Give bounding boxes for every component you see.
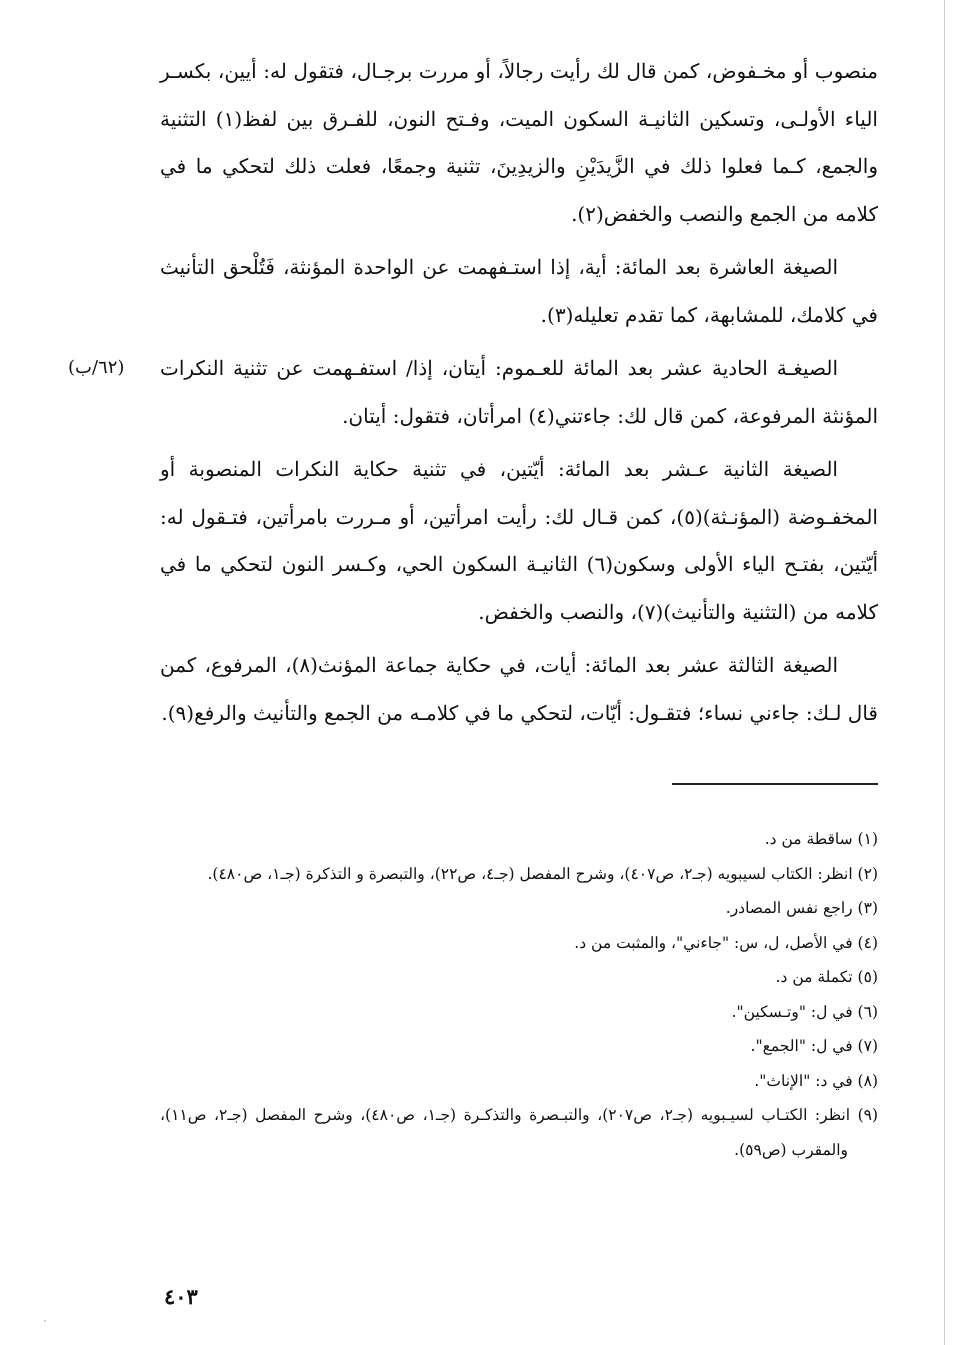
manuscript-folio-marker: (٦٢/ب) [68, 357, 125, 378]
footnote-2: (٢) انظر: الكتاب لسيبويه (جـ٢، ص٤٠٧)، وشرح المفصل (جـ٤، ص٢٢)، والتبصرة و التذكرة (جـ١، ص٤٨٠). [207, 864, 878, 883]
footnote-divider [672, 783, 878, 785]
paragraph-3: الصيغـة الحادية عشر بعد المائة للعـموم: أيتان، إذا/ استفـهمت عن تثنية النكرات المؤنثة المرفوعة، كمن قال لك: جاءتني(٤) امرأتان، فتقول: أيتان. [160, 356, 878, 428]
paragraph-2: الصيغة العاشرة بعد المائة: أية، إذا استـفهمت عن الواحدة المؤنثة، فَتُلْحق التأنيث في كلامك، للمشابهة، كما تقدم تعليله(٣). [160, 255, 878, 327]
paragraph-5: الصيغة الثالثة عشر بعد المائة: أيات، في حكاية جماعة المؤنث(٨)، المرفوع، كمن قال لـك: جاءني نساء؛ فتقـول: أيّات، لتحكي ما في كلامـه من الجمع والتأنيث والرفع(٩). [160, 653, 878, 725]
footnote-6: (٦) في ل: "وتـسكين". [731, 1002, 878, 1021]
footnote-1: (١) ساقطة من د. [764, 830, 878, 848]
footnote-9: (٩) انظر: الكتـاب لسيـبويه (جـ٢، ص٢٠٧)، والتبـصرة والتذكـرة (جـ١، ص٤٨٠)، وشرح المفصل (جـ٢، ص١١)، والمقرب (ص٥٩). [160, 1106, 879, 1159]
footnote-4: (٤) في الأصل، ل، س: "جاءني"، والمثبت من د. [574, 933, 878, 952]
main-text-body [160, 48, 878, 737]
paragraph-1: منصوب أو مخـفوض، كمن قال لك رأيت رجالاً، أو مررت برجـال، فتقول له: أيين، بكسـر الياء الأولـى، وتسكين الثانيـة السكون الميت، وفـتح النون، للفـرق بين لفظ(١) التثنية والجمع، كـما فعلوا ذلك في الزَّيدَيْنِ والزيدِينَ، تثنية وجمعًا، فعلت ذلك لتحكي ما في كلامه من الجمع والنصب والخفض(٢). [160, 59, 879, 226]
footnotes-section [160, 822, 878, 1167]
page-number: ٤٠٣ [164, 1284, 198, 1309]
footnote-3: (٣) راجع نفس المصادر. [725, 899, 878, 917]
paragraph-4: الصيغة الثانية عـشر بعد المائة: أيّتين، في تثنية حكاية النكرات المنصوبة أو المخفـوضة (المؤنـثة)(٥)، كمن قـال لك: رأيت امرأتين، أو مـررت بامرأتين، فتـقول له: أيّتين، بفتـح الياء الأولى وسكون(٦) الثانيـة السكون الحي، وكـسر النون لتحكي ما في كلامه من (التثنية والتأنيث)(٧)، والنصب والخفض. [160, 457, 878, 624]
scan-speck [44, 1320, 46, 1322]
scan-edge-line [944, 0, 945, 1345]
footnote-7: (٧) في ل: "الجمع". [750, 1037, 878, 1055]
footnote-8: (٨) في د: "الإناث". [754, 1071, 878, 1090]
footnote-5: (٥) تكملة من د. [775, 968, 878, 986]
